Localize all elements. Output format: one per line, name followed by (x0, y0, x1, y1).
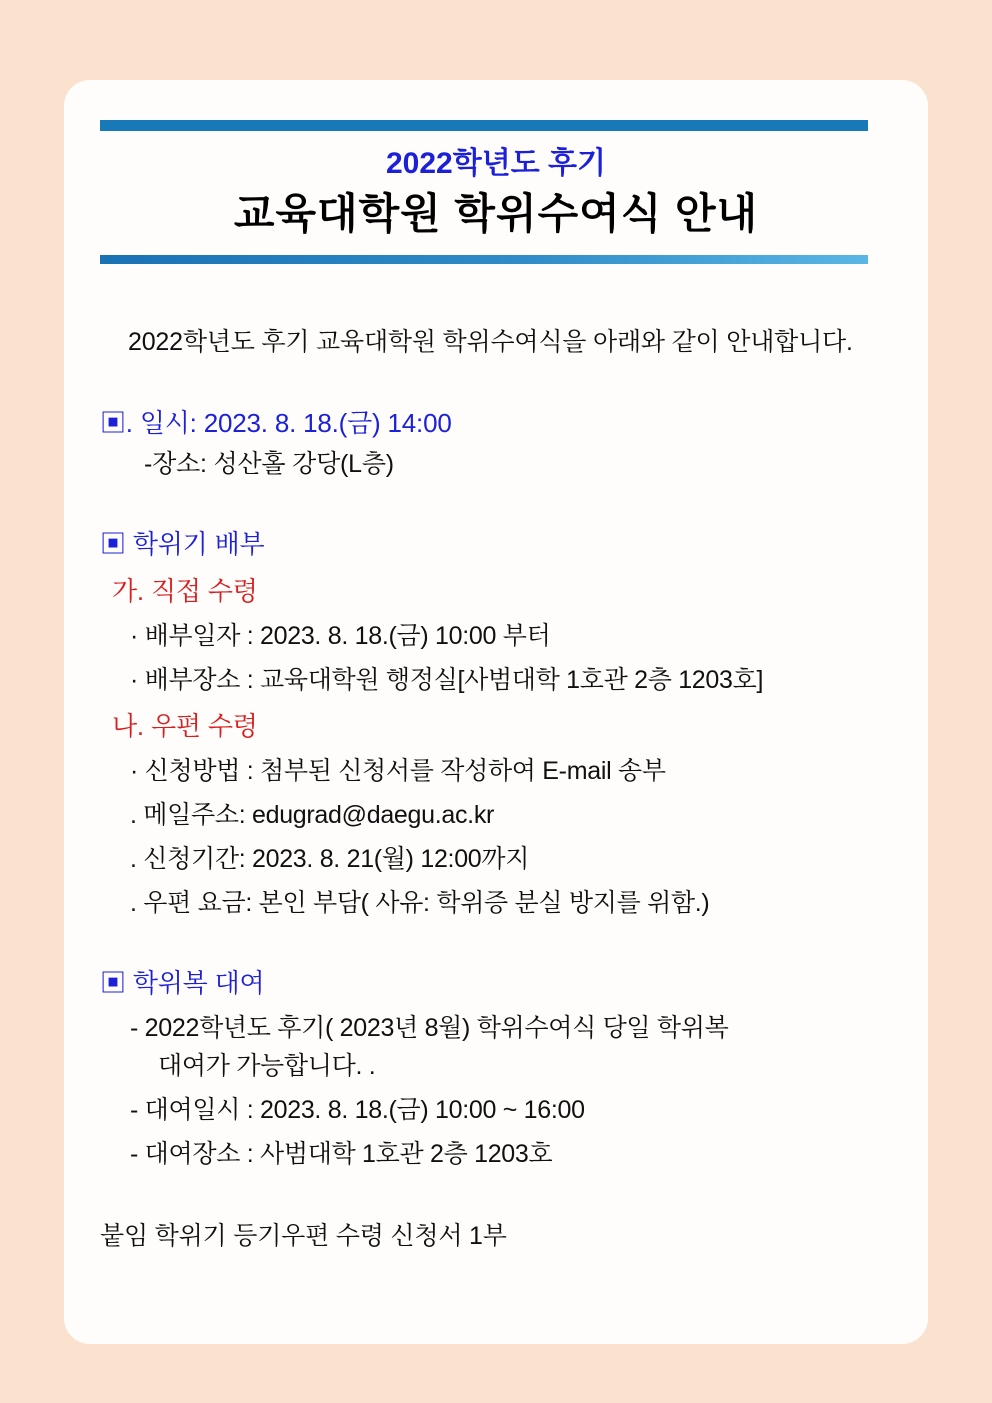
page-title: 교육대학원 학위수여식 안내 (233, 189, 759, 237)
section-distribution-heading: ▣ 학위기 배부 (100, 528, 265, 559)
list-item-continuation: 대여가 가능합니다. . (158, 1051, 376, 1080)
notice-card (64, 80, 928, 1344)
subsection-pickup-label: 가. 직접 수령 (112, 575, 258, 606)
list-item: - 대여장소 : 사범대학 1호관 2층 1203호 (130, 1139, 553, 1168)
title-block (100, 131, 892, 245)
section-datetime-heading: ▣. 일시: 2023. 8. 18.(금) 14:00 (100, 407, 452, 438)
list-item: · 배부일자 : 2023. 8. 18.(금) 10:00 부터 (130, 621, 551, 650)
list-item-email: . 메일주소: edugrad@daegu.ac.kr (130, 800, 495, 829)
attachment-note: 붙임 학위기 등기우편 수령 신청서 1부 (100, 1221, 507, 1250)
notice-content (100, 120, 892, 1252)
list-item: - 대여일시 : 2023. 8. 18.(금) 10:00 ~ 16:00 (130, 1095, 585, 1124)
list-item: - 2022학년도 후기( 2023년 8월) 학위수여식 당일 학위복 (130, 1013, 729, 1042)
list-item: · 신청방법 : 첨부된 신청서를 작성하여 E-mail 송부 (130, 756, 666, 785)
intro-paragraph: 2022학년도 후기 교육대학원 학위수여식을 아래와 같이 안내합니다. (128, 328, 853, 357)
list-item: . 신청기간: 2023. 8. 21(월) 12:00까지 (130, 844, 530, 873)
section-datetime-location: -장소: 성산홀 강당(L층) (144, 449, 394, 478)
section-gown-heading: ▣ 학위복 대여 (100, 967, 265, 998)
title-year: 2022학년도 후기 (386, 147, 606, 180)
subsection-mail-label: 나. 우편 수령 (112, 710, 258, 741)
bottom-divider (100, 255, 868, 264)
top-divider (100, 120, 868, 131)
list-item: · 배부장소 : 교육대학원 행정실[사범대학 1호관 2층 1203호] (130, 665, 764, 694)
list-item: . 우편 요금: 본인 부담( 사유: 학위증 분실 방지를 위함.) (130, 888, 710, 917)
